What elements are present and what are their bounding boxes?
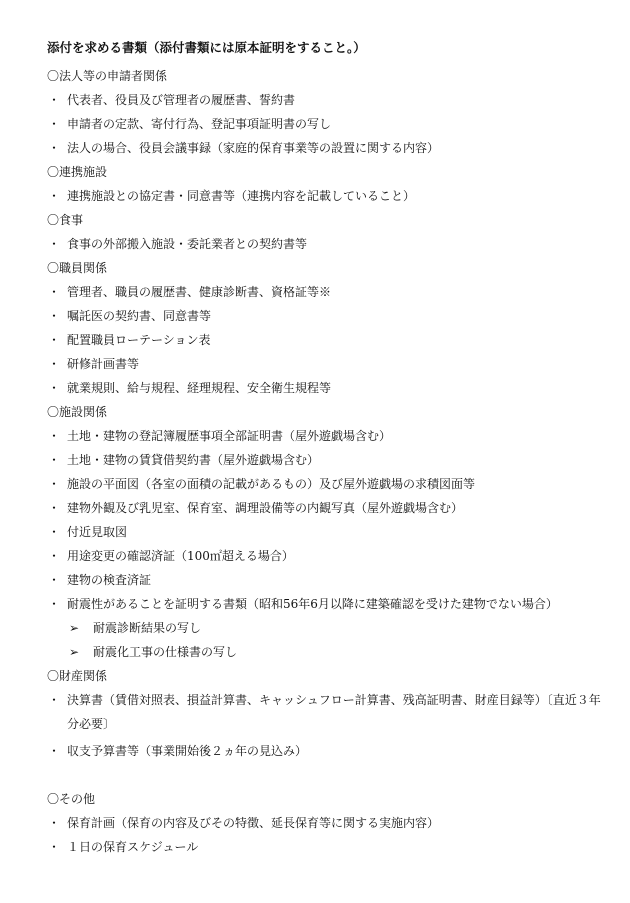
arrow-bullet-icon: ➢ — [69, 645, 80, 659]
list-item — [47, 187, 607, 211]
list-item-text: 保育計画（保育の内容及びその特徴、延長保育等に関する実施内容） — [67, 816, 440, 830]
bullet-icon: ・ — [48, 525, 61, 539]
list-item — [47, 838, 607, 862]
list-item — [47, 571, 607, 595]
bullet-icon: ・ — [48, 117, 61, 131]
list-item-text: １日の保育スケジュール — [67, 840, 199, 854]
list-item-text: 用途変更の確認済証（100㎡超える場合） — [67, 549, 294, 563]
list-item-text: 連携施設との協定書・同意書等（連携内容を記載していること） — [67, 189, 416, 203]
list-item — [47, 139, 607, 163]
document-body — [47, 67, 607, 862]
bullet-icon: ・ — [48, 285, 61, 299]
list-item-text: 土地・建物の登記簿履歴事項全部証明書（屋外遊戯場含む） — [67, 429, 392, 443]
list-item — [47, 307, 607, 331]
list-item — [47, 523, 607, 547]
list-item — [47, 499, 607, 523]
list-item-text: 建物外観及び乳児室、保育室、調理設備等の内観写真（屋外遊戯場含む） — [67, 501, 464, 515]
list-item-text: 嘱託医の契約書、同意書等 — [67, 309, 212, 323]
spacer — [47, 766, 607, 790]
sub-list-item — [47, 619, 607, 643]
list-item-text: 食事の外部搬入施設・委託業者との契約書等 — [67, 237, 308, 251]
bullet-icon: ・ — [48, 453, 61, 467]
section-heading: 〇食事 — [47, 213, 84, 227]
list-item-text: 土地・建物の賃貸借契約書（屋外遊戯場含む） — [67, 453, 320, 467]
list-item — [47, 235, 607, 259]
list-item-text: 建物の検査済証 — [67, 573, 152, 587]
list-item-text: 配置職員ローテーション表 — [67, 333, 211, 347]
list-item — [47, 688, 607, 742]
list-item-text: 就業規則、給与規程、経理規程、安全衛生規程等 — [67, 381, 332, 395]
list-item — [47, 115, 607, 139]
bullet-icon: ・ — [48, 693, 61, 707]
bullet-icon: ・ — [48, 93, 61, 107]
list-item-text: 収支予算書等（事業開始後２ヵ年の見込み） — [67, 744, 308, 758]
list-item — [47, 742, 607, 766]
bullet-icon: ・ — [48, 189, 61, 203]
list-item — [47, 283, 607, 307]
bullet-icon: ・ — [48, 597, 61, 611]
list-item-text: 申請者の定款、寄付行為、登記事項証明書の写し — [67, 117, 332, 131]
list-item-text: 研修計画書等 — [67, 357, 140, 371]
list-item-text: 耐震性があることを証明する書類（昭和56年6月以降に建築確認を受けた建物でない場合） — [67, 597, 558, 611]
bullet-icon: ・ — [48, 744, 61, 758]
list-item — [47, 595, 607, 619]
list-item — [47, 331, 607, 355]
bullet-icon: ・ — [48, 333, 61, 347]
bullet-icon: ・ — [48, 816, 61, 830]
list-item — [47, 91, 607, 115]
list-item — [47, 814, 607, 838]
list-item — [47, 547, 607, 571]
bullet-icon: ・ — [48, 357, 61, 371]
list-item-text: 付近見取図 — [67, 525, 128, 539]
list-item — [47, 451, 607, 475]
sub-list-item — [47, 643, 607, 667]
section-heading: 〇財産関係 — [47, 669, 108, 683]
bullet-icon: ・ — [48, 237, 61, 251]
section-heading: 〇法人等の申請者関係 — [47, 69, 168, 83]
list-item-text: 代表者、役員及び管理者の履歴書、誓約書 — [67, 93, 296, 107]
sub-list-item-text: 耐震診断結果の写し — [93, 621, 202, 635]
list-item-text: 法人の場合、役員会議事録（家庭的保育事業等の設置に関する内容） — [67, 141, 440, 155]
bullet-icon: ・ — [48, 381, 61, 395]
bullet-icon: ・ — [48, 840, 61, 854]
bullet-icon: ・ — [48, 477, 61, 491]
arrow-bullet-icon: ➢ — [69, 621, 80, 635]
section-heading: 〇その他 — [47, 792, 96, 806]
bullet-icon: ・ — [48, 141, 61, 155]
bullet-icon: ・ — [48, 573, 61, 587]
list-item — [47, 379, 607, 403]
list-item — [47, 475, 607, 499]
bullet-icon: ・ — [48, 429, 61, 443]
bullet-icon: ・ — [48, 549, 61, 563]
bullet-icon: ・ — [48, 309, 61, 323]
bullet-icon: ・ — [48, 501, 61, 515]
document-title: 添付を求める書類（添付書類には原本証明をすること。） — [47, 40, 366, 55]
sub-list-item-text: 耐震化工事の仕様書の写し — [93, 645, 238, 659]
list-item — [47, 355, 607, 379]
section-heading: 〇連携施設 — [47, 165, 108, 179]
list-item-text: 管理者、職員の履歴書、健康診断書、資格証等※ — [67, 285, 332, 299]
section-heading: 〇職員関係 — [47, 261, 108, 275]
section-heading: 〇施設関係 — [47, 405, 108, 419]
list-item-text: 施設の平面図（各室の面積の記載があるもの）及び屋外遊戯場の求積図面等 — [67, 477, 476, 491]
list-item-text: 決算書（賃借対照表、損益計算書、キャッシュフロー計算書、残高証明書、財産目録等）〔直近３年分必要〕 — [67, 693, 601, 731]
list-item — [47, 427, 607, 451]
